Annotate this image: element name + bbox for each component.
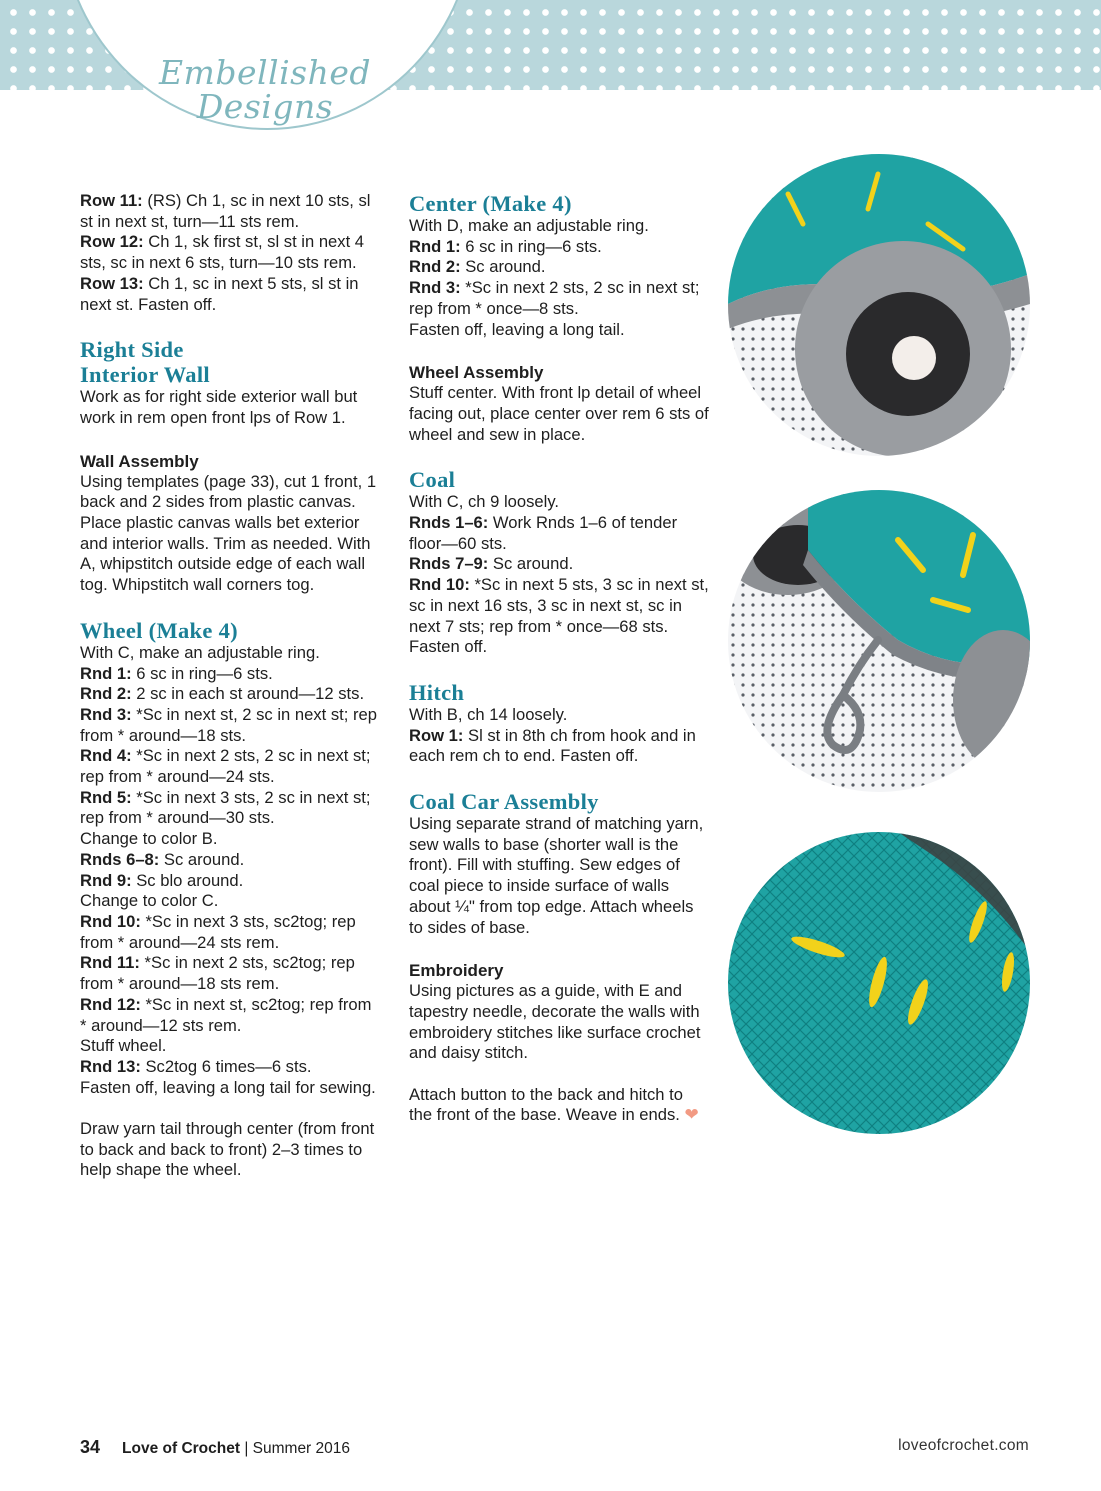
magazine-name: Love of Crochet xyxy=(122,1440,241,1457)
wheel-rnd-1: Rnd 1: 6 sc in ring—6 sts. xyxy=(80,663,273,683)
center-fasten: Fasten off, leaving a long tail. xyxy=(409,319,625,339)
wheel-rnd-13: Rnd 13: Sc2tog 6 times—6 sts. xyxy=(80,1056,312,1076)
section-label-line2: Designs xyxy=(196,87,334,126)
photo-wheel-closeup xyxy=(728,154,1030,456)
wheel-fasten: Fasten off, leaving a long tail for sewing. xyxy=(80,1077,376,1097)
hitch-closeup-illustration xyxy=(728,490,1030,792)
footer-left xyxy=(80,1437,350,1458)
page-number: 34 xyxy=(80,1437,101,1457)
section-wheel xyxy=(80,618,380,1181)
row-13: Row 13: Ch 1, sc in next 5 sts, sl st in next st. Fasten off. xyxy=(80,273,359,314)
heading-wheel-assembly: Wheel Assembly xyxy=(409,363,544,383)
footer-separator: | xyxy=(240,1440,253,1457)
embroidery-closeup-illustration xyxy=(728,832,1030,1134)
issue-label: Summer 2016 xyxy=(252,1440,351,1457)
rsiw-text: Work as for right side exterior wall but work in rem open front lps of Row 1. xyxy=(80,387,358,427)
center-rnd-2: Rnd 2: Sc around. xyxy=(409,257,546,277)
section-center xyxy=(409,191,709,340)
section-hitch xyxy=(409,680,709,767)
section-right-side-interior-wall xyxy=(80,337,380,428)
section-wheel-assembly xyxy=(409,362,709,445)
wheel-rnd-9: Rnd 9: Sc blo around. xyxy=(80,870,244,890)
embroidery-text: Using pictures as a guide, with E and tapestry needle, decorate the walls with embroidery stitches like surface crochet and daisy stitch. xyxy=(409,981,701,1063)
wall-text: Using templates (page 33), cut 1 front, 1 back and 2 sides from plastic canvas. Place plastic canvas walls bet exterior and interior walls. Trim as needed. With A, whipstitch outside edge of each wall tog. Whipstitch wall corners tog. xyxy=(80,471,377,595)
heading-coal: Coal xyxy=(409,467,456,493)
wheel-intro: With C, make an adjustable ring. xyxy=(80,642,320,662)
center-rnd-3: Rnd 3: *Sc in next 2 sts, 2 sc in next st; rep from * once—8 sts. xyxy=(409,278,700,318)
coal-rnds-1-6: Rnds 1–6: Work Rnds 1–6 of tender floor—60 sts. xyxy=(409,513,678,553)
section-embroidery xyxy=(409,960,709,1126)
wheel-draw: Draw yarn tail through center (from front to back and back to front) 2–3 times to help shape the wheel. xyxy=(80,1119,375,1180)
wheel-rnd-12: Rnd 12: *Sc in next st, sc2tog; rep from * around—12 sts rem. xyxy=(80,994,372,1035)
heading-wheel: Wheel (Make 4) xyxy=(80,617,238,643)
hitch-row-1: Row 1: Sl st in 8th ch from hook and in each rem ch to end. Fasten off. xyxy=(409,725,696,766)
section-coal-car-assembly xyxy=(409,789,709,938)
photo-embroidery-closeup xyxy=(728,832,1030,1134)
hitch-intro: With B, ch 14 loosely. xyxy=(409,704,568,724)
heading-embroidery: Embroidery xyxy=(409,961,504,981)
photo-hitch-closeup xyxy=(728,490,1030,792)
wheel-rnd-11: Rnd 11: *Sc in next 2 sts, sc2tog; rep from * around—18 sts rem. xyxy=(80,953,355,994)
heading-interior-wall: Interior Wall xyxy=(80,362,210,388)
wheel-rnd-3: Rnd 3: *Sc in next st, 2 sc in next st; rep from * around—18 sts. xyxy=(80,704,377,745)
wheel-assembly-text: Stuff center. With front lp detail of wheel facing out, place center over rem 6 sts of wheel and sew in place. xyxy=(409,383,709,444)
wheel-rnd-4: Rnd 4: *Sc in next 2 sts, 2 sc in next st; rep from * around—24 sts. xyxy=(80,746,371,787)
coal-rnd-10: Rnd 10: *Sc in next 5 sts, 3 sc in next st, sc in next 16 sts, 3 sc in next st, sc in next 7 sts; rep from * once—68 sts. Fasten off. xyxy=(409,575,709,657)
wheel-change-c: Change to color C. xyxy=(80,891,219,911)
wheel-closeup-illustration xyxy=(728,154,1030,456)
row-12: Row 12: Ch 1, sk first st, sl st in next 4 sts, sc in next 6 sts, turn—10 sts rem. xyxy=(80,232,365,273)
heading-wall-assembly: Wall Assembly xyxy=(80,451,199,471)
heading-center: Center (Make 4) xyxy=(409,191,572,216)
wheel-rnd-10: Rnd 10: *Sc in next 3 sts, sc2tog; rep from * around—24 sts rem. xyxy=(80,911,356,952)
center-rnd-1: Rnd 1: 6 sc in ring—6 sts. xyxy=(409,236,602,256)
section-coal xyxy=(409,467,709,658)
wheel-rnd-2: Rnd 2: 2 sc in each st around—12 sts. xyxy=(80,684,365,704)
heading-hitch: Hitch xyxy=(409,679,465,705)
coal-rnds-7-9: Rnds 7–9: Sc around. xyxy=(409,554,574,574)
wheel-rnds-6-8: Rnds 6–8: Sc around. xyxy=(80,849,245,869)
footer-url[interactable]: loveofcrochet.com xyxy=(898,1437,1029,1454)
heading-coal-car-assembly: Coal Car Assembly xyxy=(409,789,599,815)
coal-intro: With C, ch 9 loosely. xyxy=(409,492,560,512)
heading-right-side: Right Side xyxy=(80,337,184,363)
coal-car-assembly-text: Using separate strand of matching yarn, sew walls to base (shorter wall is the front). Fill with stuffing. Sew edges of coal piece to inside surface of walls about ¼" from top edge. Attach wheels to sides of base. xyxy=(409,814,704,937)
wheel-rnd-5: Rnd 5: *Sc in next 3 sts, 2 sc in next st; rep from * around—30 sts. xyxy=(80,787,371,828)
column-left xyxy=(80,191,380,1181)
section-label xyxy=(150,53,380,126)
center-intro: With D, make an adjustable ring. xyxy=(409,216,649,235)
section-label-line1: Embellished xyxy=(158,53,372,92)
heart-icon: ❤ xyxy=(684,1105,699,1125)
section-wall-assembly xyxy=(80,451,380,596)
column-middle xyxy=(409,191,709,1126)
wheel-stuff: Stuff wheel. xyxy=(80,1036,167,1056)
wheel-change-b: Change to color B. xyxy=(80,829,218,849)
row-11: Row 11: (RS) Ch 1, sc in next 10 sts, sl st in next st, turn—11 sts rem. xyxy=(80,191,371,231)
attach-text: Attach button to the back and hitch to the front of the base. Weave in ends. ❤ xyxy=(409,1084,699,1125)
